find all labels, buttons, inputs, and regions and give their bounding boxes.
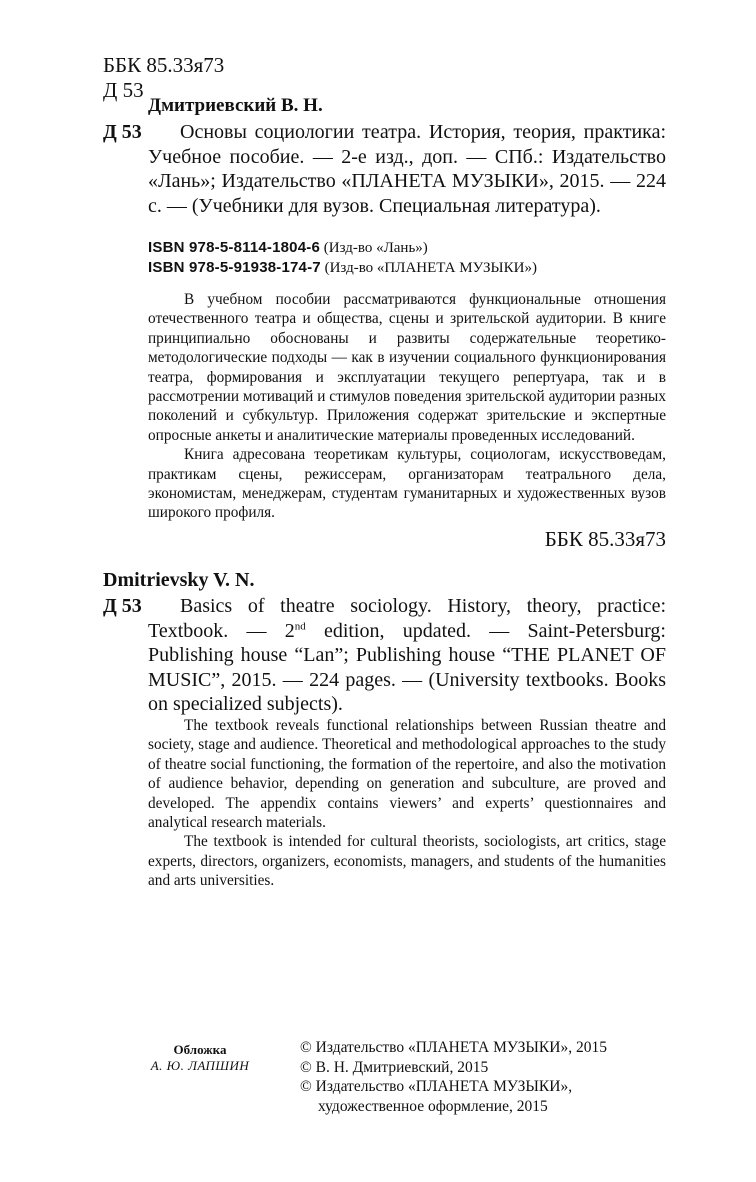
isbn-number: ISBN 978-5-91938-174-7 bbox=[148, 259, 321, 276]
author-ru: Дмитриевский В. Н. bbox=[148, 95, 323, 116]
abstract-paragraph: The textbook is intended for cultural theorists, sociologists, art critics, stage experts, directors, organizers, economists, managers, and students of the humanities and arts universities. bbox=[148, 833, 666, 890]
copyright-line: художественное оформление, 2015 bbox=[318, 1097, 548, 1115]
cover-title: Обложка bbox=[173, 1042, 227, 1057]
edition-superscript: nd bbox=[294, 619, 306, 632]
abstract-paragraph: The textbook reveals functional relationships between Russian theatre and society, stage and audience. Theoretical and methodological approaches to the study of theatre social functioning, the formation of the repertoire, and also the motivation of audience behavior, depending on generation and subculture, are proved and developed. The appendix contains viewers’ and experts’ questionnaires and analytical research materials. bbox=[148, 717, 666, 832]
abstract-ru bbox=[148, 290, 666, 523]
bbk-code-right: ББК 85.33я73 bbox=[544, 527, 666, 551]
bibliographic-description-ru bbox=[148, 120, 666, 218]
copyright-line: © В. Н. Дмитриевский, 2015 bbox=[300, 1058, 489, 1076]
description-en-part2: edition, updated. — Saint-Petersburg: Publishing house “Lan”; Publishing house “THE PLANET OF MUSIC”, 2015. — 224 pages. — (University textbooks. Books on specialized subjects). bbox=[148, 619, 666, 715]
isbn-block bbox=[148, 238, 537, 278]
isbn-publisher: (Изд-во «Лань») bbox=[323, 240, 428, 256]
abstract-paragraph: Книга адресована теоретикам культуры, социологам, искусствоведам, практикам сцены, режиссерам, организаторам театрального дела, экономистам, менеджерам, студентам гуманитарных и художественных вузов широкого профиля. bbox=[148, 446, 666, 522]
description-en-text bbox=[148, 594, 666, 717]
copyright-line: © Издательство «ПЛАНЕТА МУЗЫКИ», 2015 bbox=[300, 1039, 607, 1056]
isbn-row bbox=[148, 258, 537, 278]
description-en-part1: Basics of theatre sociology. History, theory, practice: Textbook. — 2 bbox=[148, 595, 666, 642]
abstract-paragraph: В учебном пособии рассматриваются функциональные отношения отечественного театра и общества, сцены и зрительской аудитории. В книге принципиально обоснованы и развиты содержательные теоретико-методологические подходы — как в изучении социального функционирования театра, формирования и эксплуатации текущего репертуара, так и в рассмотрении мотиваций и стимулов поведения зрительской аудитории разных поколений и субкультур. Приложения содержат зрительские и экспертные опросные анкеты и аналитические материалы проведенных исследований. bbox=[148, 291, 666, 444]
isbn-number: ISBN 978-5-8114-1804-6 bbox=[148, 239, 321, 256]
copyright-line: © Издательство «ПЛАНЕТА МУЗЫКИ», bbox=[300, 1078, 573, 1095]
author-mark: Д 53 bbox=[103, 78, 144, 102]
copyright-block bbox=[300, 1038, 607, 1116]
description-ru-text: Основы социологии театра. История, теория, практика: Учебное пособие. — 2-е изд., доп. — СПб.: Издательство «Лань»; Издательство «ПЛАНЕТА МУЗЫКИ», 2015. — 224 с. — (Учебники для вузов. Специальная литература). bbox=[148, 121, 666, 217]
cover-artist: А. Ю. ЛАПШИН bbox=[150, 1058, 250, 1073]
cover-credit bbox=[120, 1042, 280, 1074]
bibliographic-description-en bbox=[148, 594, 666, 717]
abstract-en bbox=[148, 716, 666, 891]
author-mark-en: Д 53 bbox=[103, 595, 142, 617]
isbn-row bbox=[148, 238, 537, 258]
bbk-code: ББК 85.33я73 bbox=[103, 53, 225, 77]
author-en: Dmitrievsky V. N. bbox=[103, 569, 255, 591]
isbn-publisher: (Изд-во «ПЛАНЕТА МУЗЫКИ») bbox=[324, 260, 537, 276]
author-mark-ru: Д 53 bbox=[103, 121, 142, 143]
